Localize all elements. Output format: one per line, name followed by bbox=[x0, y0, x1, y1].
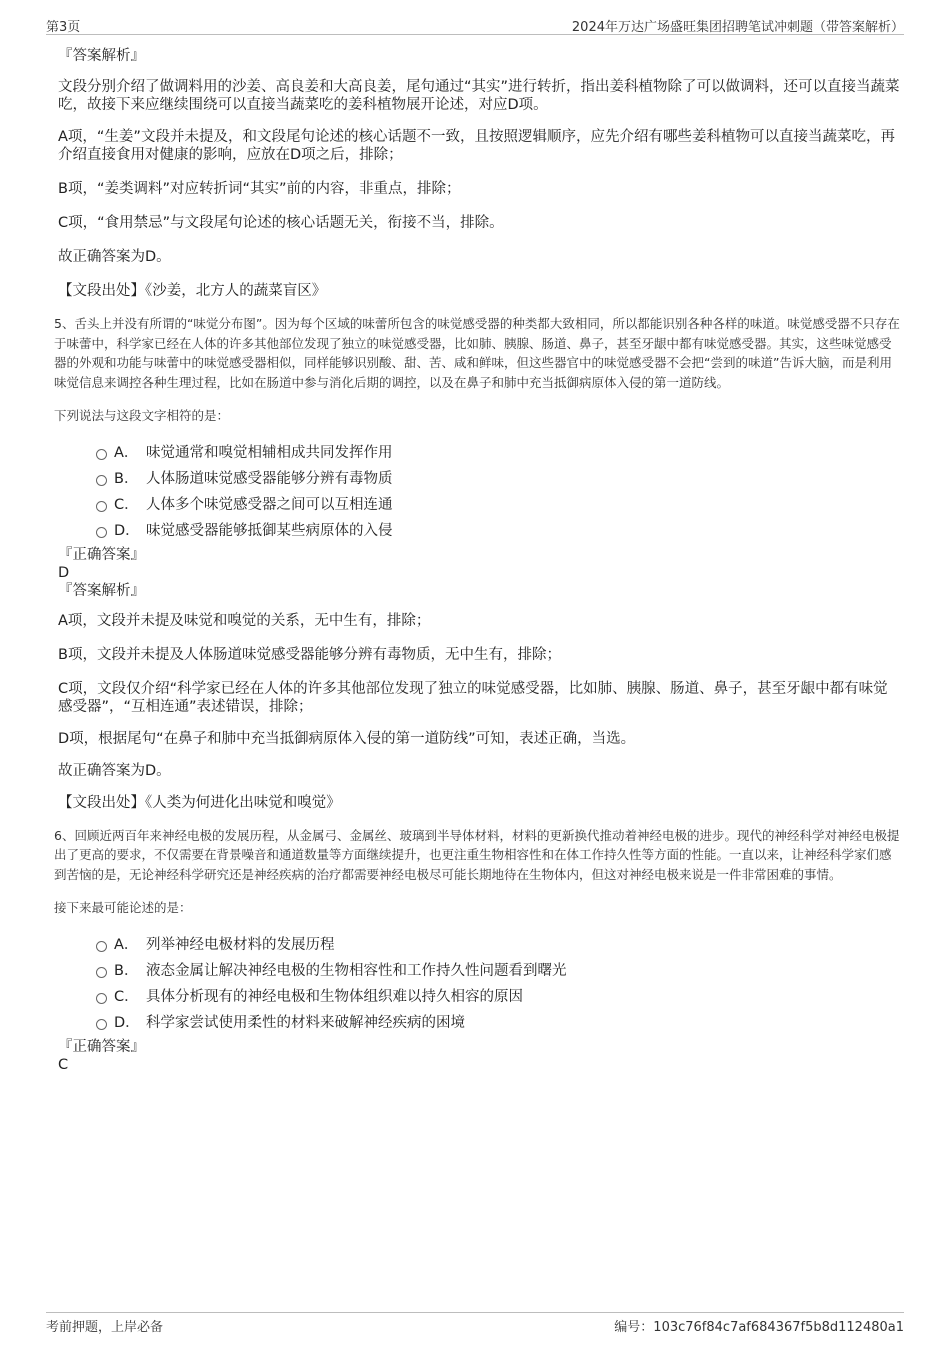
analysis-option-b: B项，“姜类调料”对应转折词“其实”前的内容，非重点，排除； bbox=[58, 181, 461, 197]
page-header bbox=[46, 14, 904, 35]
question-5-stem: 5、舌头上并没有所谓的“味觉分布图”。因为每个区域的味蕾所包含的味觉感受器的种类都大致相同，所以都能识别各种各样的味道。味觉感受器不只存在于味蕾中，科学家已经在人体的许多其他部位发现了独立的味觉感受器，比如肺、胰腺、肠道、鼻子，甚至牙龈中都有味觉感受器。其实，这些味觉感受器的外观和功能与味蕾中的味觉感受器相似，同样能够识别酸、甜、苦、咸和鲜味，但这些器官中的味觉感受器不会把“尝到的味道”告诉大脑，而是利用味觉信息来调控各种生理过程，比如在肠道中参与消化后期的调控，以及在鼻子和肺中充当抵御病原体入侵的第一道防线。 bbox=[54, 316, 900, 390]
analysis-option-a: A项，“生姜”文段并未提及，和文段尾句论述的核心话题不一致，且按照逻辑顺序，应先介绍有哪些姜科植物可以直接当蔬菜吃，再介绍直接食用对健康的影响，应放在D项之后，排除； bbox=[58, 129, 895, 163]
question-6-stem: 6、回顾近两百年来神经电极的发展历程，从金属弓、金属丝、玻璃到半导体材料，材料的更新换代推动着神经电极的进步。现代的神经科学对神经电极提出了更高的要求，不仅需要在背景噪音和通道数量等方面继续提升，也更注重生物相容性和在体工作持久性等方面的性能。一直以来，让神经科学家们感到苦恼的是，无论神经科学研究还是神经疾病的治疗都需要神经电极尽可能长期地待在生物体内，但这对神经电极来说是一件非常困难的事情。 bbox=[54, 827, 900, 882]
question-5-prompt: 下列说法与这段文字相符的是： bbox=[54, 408, 230, 423]
radio-icon[interactable] bbox=[96, 449, 107, 460]
analysis-heading: 『答案解析』 bbox=[58, 48, 145, 64]
correct-answer-value: D bbox=[58, 564, 70, 581]
correct-answer-heading: 『正确答案』 bbox=[58, 1038, 145, 1055]
document-title: 2024年万达广场盛旺集团招聘笔试冲刺题（带答案解析） bbox=[571, 20, 904, 35]
analysis-option-c: C项，“食用禁忌”与文段尾句论述的核心话题无关，衔接不当，排除。 bbox=[58, 215, 504, 231]
radio-icon[interactable] bbox=[96, 501, 107, 512]
radio-icon[interactable] bbox=[96, 993, 107, 1004]
analysis-paragraph: 文段分别介绍了做调料用的沙姜、高良姜和大高良姜，尾句通过“其实”进行转折，指出姜科植物除了可以做调料，还可以直接当蔬菜吃，故接下来应继续围绕可以直接当蔬菜吃的姜科植物展开论述，对应D项。 bbox=[58, 79, 900, 113]
question-6-option-d[interactable]: D． 科学家尝试使用柔性的材料来破解神经疾病的困境 bbox=[54, 1014, 900, 1040]
analysis-option-c: C项，文段仅介绍“科学家已经在人体的许多其他部位发现了独立的味觉感受器，比如肺、胰腺、肠道、鼻子，甚至牙龈中都有味觉感受器”，“互相连通”表述错误，排除； bbox=[58, 680, 888, 715]
analysis-conclusion: 故正确答案为D。 bbox=[58, 762, 171, 779]
correct-answer-value: C bbox=[58, 1056, 69, 1073]
radio-icon[interactable] bbox=[96, 967, 107, 978]
radio-icon[interactable] bbox=[96, 1019, 107, 1030]
radio-icon[interactable] bbox=[96, 475, 107, 486]
question-6-option-b[interactable]: B． 液态金属让解决神经电极的生物相容性和工作持久性问题看到曙光 bbox=[54, 962, 900, 988]
analysis-conclusion: 故正确答案为D。 bbox=[58, 249, 171, 265]
document-code: 编号：103c76f84c7af684367f5b8d112480a1 bbox=[614, 1320, 904, 1335]
analysis-heading: 『答案解析』 bbox=[58, 582, 145, 599]
analysis-option-a: A项，文段并未提及味觉和嗅觉的关系，无中生有，排除； bbox=[58, 612, 431, 629]
question-5-option-c[interactable]: C． 人体多个味觉感受器之间可以互相连通 bbox=[54, 496, 900, 522]
document-body bbox=[54, 46, 900, 1074]
question-5-option-a[interactable]: A． 味觉通常和嗅觉相辅相成共同发挥作用 bbox=[54, 444, 900, 470]
radio-icon[interactable] bbox=[96, 941, 107, 952]
question-6-option-a[interactable]: A． 列举神经电极材料的发展历程 bbox=[54, 936, 900, 962]
footer-slogan: 考前押题，上岸必备 bbox=[46, 1320, 164, 1335]
page-footer bbox=[46, 1312, 904, 1335]
source-citation: 【文段出处】《沙姜，北方人的蔬菜盲区》 bbox=[58, 283, 327, 299]
page-number: 第3页 bbox=[46, 20, 81, 35]
question-5-option-b[interactable]: B． 人体肠道味觉感受器能够分辨有毒物质 bbox=[54, 470, 900, 496]
question-6-option-c[interactable]: C． 具体分析现有的神经电极和生物体组织难以持久相容的原因 bbox=[54, 988, 900, 1014]
analysis-option-d: D项，根据尾句“在鼻子和肺中充当抵御病原体入侵的第一道防线”可知，表述正确，当选。 bbox=[58, 730, 636, 747]
question-5-option-d[interactable]: D． 味觉感受器能够抵御某些病原体的入侵 bbox=[54, 522, 900, 548]
source-citation: 【文段出处】《人类为何进化出味觉和嗅觉》 bbox=[58, 794, 341, 811]
question-6-prompt: 接下来最可能论述的是： bbox=[54, 900, 192, 915]
radio-icon[interactable] bbox=[96, 527, 107, 538]
correct-answer-heading: 『正确答案』 bbox=[58, 546, 145, 563]
analysis-option-b: B项，文段并未提及人体肠道味觉感受器能够分辨有毒物质，无中生有，排除； bbox=[58, 646, 561, 663]
